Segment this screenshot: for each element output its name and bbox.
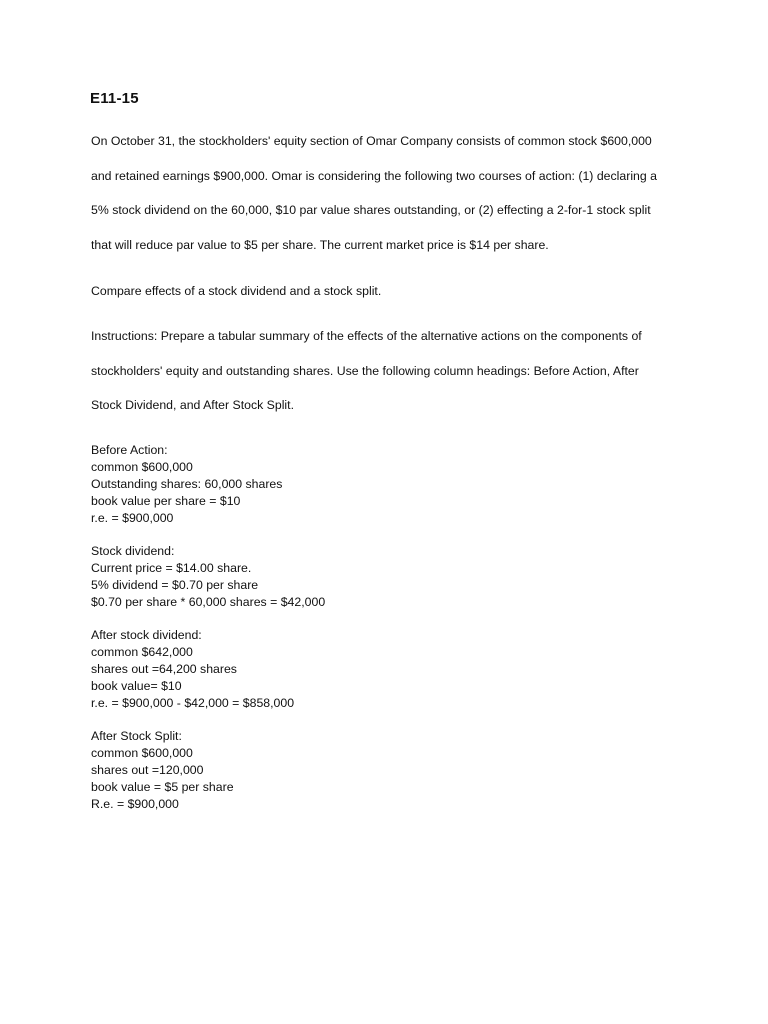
section-line: common $600,000	[91, 460, 193, 474]
section-line: shares out =64,200 shares	[91, 662, 237, 676]
section-line: book value= $10	[91, 679, 182, 693]
section-line: r.e. = $900,000 - $42,000 = $858,000	[91, 696, 295, 710]
objective-line: Compare effects of a stock dividend and a stock split.	[91, 284, 382, 298]
section-line: book value per share = $10	[91, 494, 241, 508]
section-heading: After Stock Split:	[91, 729, 182, 743]
section-line: common $600,000	[91, 746, 193, 760]
problem-line: that will reduce par value to $5 per share. The current market price is $14 per share.	[91, 237, 549, 252]
problem-statement	[91, 124, 691, 262]
section-line: R.e. = $900,000	[91, 797, 179, 811]
section-line: book value = $5 per share	[91, 780, 234, 794]
problem-line: On October 31, the stockholders' equity section of Omar Company consists of common stock $600,000	[91, 134, 652, 148]
section-heading: After stock dividend:	[91, 628, 202, 642]
instructions-text	[91, 319, 691, 423]
section-line: 5% dividend = $0.70 per share	[91, 578, 259, 592]
section-line: r.e. = $900,000	[91, 511, 174, 525]
section-heading: Before Action:	[91, 443, 168, 457]
section-heading: Stock dividend:	[91, 544, 175, 558]
section-line: shares out =120,000	[91, 763, 204, 777]
section-line: Outstanding shares: 60,000 shares	[91, 477, 283, 491]
problem-line: 5% stock dividend on the 60,000, $10 par value shares outstanding, or (2) effecting a 2-for-1 stock split	[91, 203, 651, 217]
objective-text	[91, 274, 691, 309]
instructions-line: stockholders' equity and outstanding shares. Use the following column headings: Before Action, After	[91, 363, 639, 378]
instructions-line: Stock Dividend, and After Stock Split.	[91, 398, 295, 412]
before-action-section	[91, 442, 282, 527]
stock-dividend-section	[91, 543, 325, 611]
section-line: $0.70 per share * 60,000 shares = $42,000	[91, 595, 326, 609]
problem-line: and retained earnings $900,000. Omar is considering the following two courses of action: (1) declaring a	[91, 168, 657, 183]
section-line: common $642,000	[91, 645, 193, 659]
section-line: Current price = $14.00 share.	[91, 561, 252, 575]
after-stock-split-section	[91, 728, 234, 813]
after-stock-dividend-section	[91, 627, 294, 712]
instructions-line: Instructions: Prepare a tabular summary of the effects of the alternative actions on the components of	[91, 329, 642, 343]
exercise-title: E11-15	[90, 90, 139, 107]
